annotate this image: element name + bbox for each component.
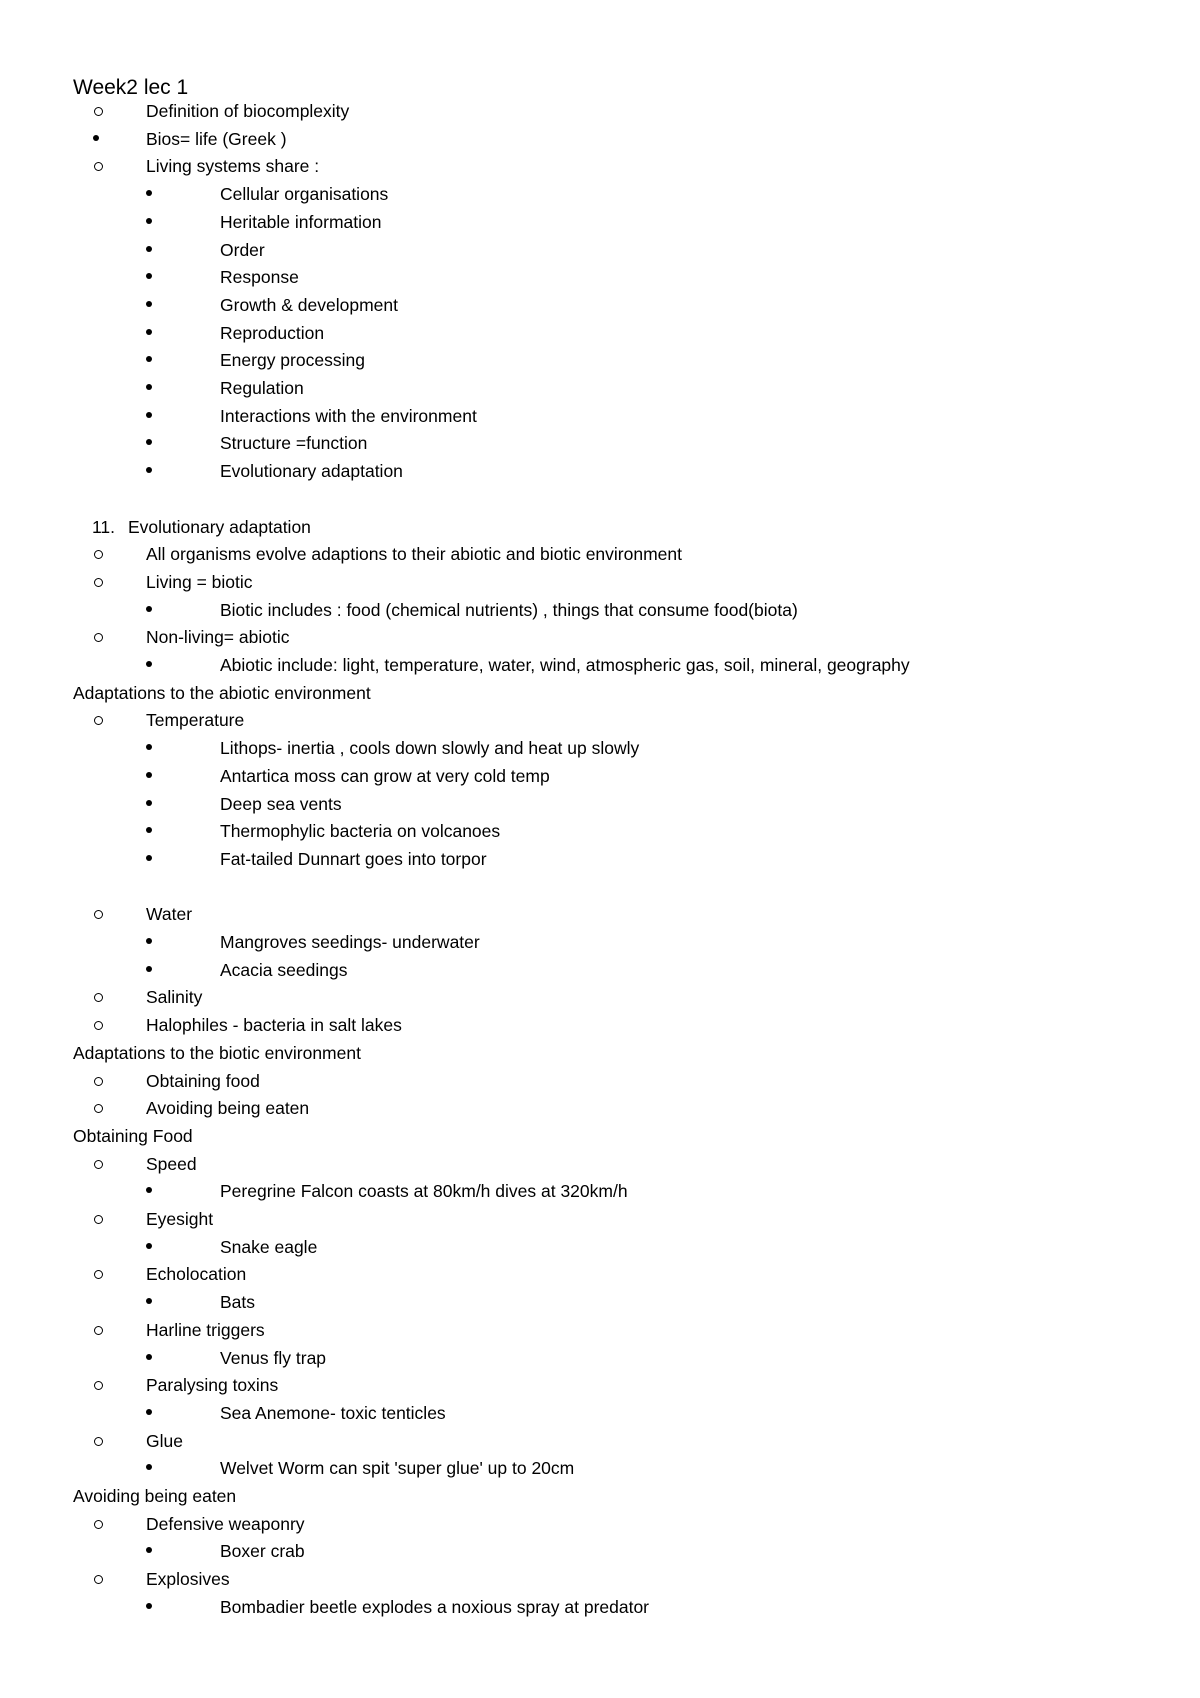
line-text: Obtaining food <box>146 1071 260 1091</box>
line-text: Reproduction <box>220 323 325 343</box>
list-item <box>0 984 1200 1010</box>
list-item <box>0 1234 1200 1260</box>
line-text: Evolutionary adaptation <box>220 461 403 481</box>
hollow-bullet-icon <box>94 910 103 919</box>
line-text: Avoiding being eaten <box>73 1486 237 1506</box>
list-item <box>0 1068 1200 1094</box>
line-text: Paralysing toxins <box>146 1375 279 1395</box>
line-text: Avoiding being eaten <box>146 1098 310 1118</box>
list-item <box>0 292 1200 318</box>
line-text: Adaptations to the abiotic environment <box>73 683 371 703</box>
list-number: 11. <box>92 517 116 537</box>
bullet-dot-icon <box>146 218 152 224</box>
bullet-dot-icon <box>146 273 152 279</box>
bullet-dot-icon <box>146 744 152 750</box>
line-text: Regulation <box>220 378 304 398</box>
bullet-dot-icon <box>146 301 152 307</box>
list-item <box>0 237 1200 263</box>
line-text: Echolocation <box>146 1264 247 1284</box>
line-text: Bios= life (Greek ) <box>146 129 287 149</box>
line-text: Evolutionary adaptation <box>128 517 311 537</box>
section-heading <box>0 1040 1200 1066</box>
list-item <box>0 1178 1200 1204</box>
line-text: Non-living= abiotic <box>146 627 290 647</box>
list-item <box>0 181 1200 207</box>
list-item <box>0 901 1200 927</box>
line-text: Bombadier beetle explodes a noxious spray at predator <box>220 1597 650 1617</box>
line-text: Abiotic include: light, temperature, water, wind, atmospheric gas, soil, mineral, geography <box>220 655 910 675</box>
bullet-dot-icon <box>146 855 152 861</box>
list-item <box>0 1428 1200 1454</box>
bullet-dot-icon <box>146 190 152 196</box>
line-text: Welvet Worm can spit 'super glue' up to 20cm <box>220 1458 575 1478</box>
list-item <box>0 1206 1200 1232</box>
list-item <box>0 541 1200 567</box>
line-text: Explosives <box>146 1569 230 1589</box>
line-text: Eyesight <box>146 1209 214 1229</box>
blank-line <box>0 486 1200 512</box>
line-text: Adaptations to the biotic environment <box>73 1043 361 1063</box>
list-item <box>0 1372 1200 1398</box>
hollow-bullet-icon <box>94 1520 103 1529</box>
hollow-bullet-icon <box>94 1021 103 1030</box>
line-text: Venus fly trap <box>220 1348 327 1368</box>
line-text: Snake eagle <box>220 1237 318 1257</box>
hollow-bullet-icon <box>94 633 103 642</box>
page-title: Week2 lec 1 <box>73 76 189 99</box>
line-text: Obtaining Food <box>73 1126 193 1146</box>
bullet-dot-icon <box>146 1464 152 1470</box>
list-item <box>0 1012 1200 1038</box>
list-item <box>0 957 1200 983</box>
line-text: Acacia seedings <box>220 960 348 980</box>
list-item <box>0 707 1200 733</box>
list-item <box>0 209 1200 235</box>
line-text: Response <box>220 267 299 287</box>
bullet-dot-icon <box>146 1603 152 1609</box>
bullet-dot-icon <box>146 938 152 944</box>
hollow-bullet-icon <box>94 1381 103 1390</box>
line-text: Glue <box>146 1431 183 1451</box>
list-item <box>0 153 1200 179</box>
bullet-dot-icon <box>146 329 152 335</box>
hollow-bullet-icon <box>94 1270 103 1279</box>
list-item <box>0 1151 1200 1177</box>
line-text: Structure =function <box>220 433 368 453</box>
line-text: Sea Anemone- toxic tenticles <box>220 1403 446 1423</box>
line-text: Bats <box>220 1292 256 1312</box>
list-item <box>0 929 1200 955</box>
bullet-dot-icon <box>146 772 152 778</box>
blank-line <box>0 874 1200 900</box>
hollow-bullet-icon <box>94 1215 103 1224</box>
bullet-dot-icon <box>146 467 152 473</box>
list-item <box>0 735 1200 761</box>
bullet-dot-icon <box>146 606 152 612</box>
line-text: Temperature <box>146 710 245 730</box>
list-item <box>0 1261 1200 1287</box>
bullet-dot-icon <box>146 1187 152 1193</box>
list-item <box>0 458 1200 484</box>
line-text: Energy processing <box>220 350 365 370</box>
line-text: Interactions with the environment <box>220 406 477 426</box>
list-item <box>0 818 1200 844</box>
bullet-dot-icon <box>146 384 152 390</box>
line-text: Antartica moss can grow at very cold temp <box>220 766 550 786</box>
line-text: Halophiles - bacteria in salt lakes <box>146 1015 402 1035</box>
list-item <box>0 597 1200 623</box>
list-item <box>0 347 1200 373</box>
hollow-bullet-icon <box>94 162 103 171</box>
list-item <box>0 1455 1200 1481</box>
hollow-bullet-icon <box>94 1104 103 1113</box>
bullet-dot-icon <box>146 800 152 806</box>
bullet-dot-icon <box>146 246 152 252</box>
line-text: Harline triggers <box>146 1320 265 1340</box>
line-text: Speed <box>146 1154 197 1174</box>
section-heading <box>0 1123 1200 1149</box>
list-item <box>0 569 1200 595</box>
hollow-bullet-icon <box>94 1326 103 1335</box>
line-text: Biotic includes : food (chemical nutrients) , things that consume food(biota) <box>220 600 798 620</box>
bullet-dot-icon <box>146 412 152 418</box>
list-item <box>0 1400 1200 1426</box>
list-item <box>0 652 1200 678</box>
line-text: Cellular organisations <box>220 184 389 204</box>
line-text: Growth & development <box>220 295 399 315</box>
line-text: Fat-tailed Dunnart goes into torpor <box>220 849 487 869</box>
list-item <box>0 126 1200 152</box>
line-text: Order <box>220 240 265 260</box>
list-item <box>0 846 1200 872</box>
line-text: Heritable information <box>220 212 382 232</box>
list-item <box>0 1594 1200 1620</box>
line-text: Defensive weaponry <box>146 1514 305 1534</box>
list-item <box>0 98 1200 124</box>
bullet-dot-icon <box>146 966 152 972</box>
list-item <box>0 1511 1200 1537</box>
list-item <box>0 1566 1200 1592</box>
hollow-bullet-icon <box>94 1575 103 1584</box>
line-text: Water <box>146 904 193 924</box>
bullet-dot-icon <box>146 1354 152 1360</box>
hollow-bullet-icon <box>94 1160 103 1169</box>
line-text: Living systems share : <box>146 156 320 176</box>
list-item <box>0 320 1200 346</box>
list-item <box>0 403 1200 429</box>
hollow-bullet-icon <box>94 550 103 559</box>
line-text: Lithops- inertia , cools down slowly and heat up slowly <box>220 738 640 758</box>
bullet-dot-icon <box>146 1409 152 1415</box>
hollow-bullet-icon <box>94 1437 103 1446</box>
section-heading <box>0 1483 1200 1509</box>
list-item <box>0 514 1200 540</box>
line-text: Definition of biocomplexity <box>146 101 350 121</box>
hollow-bullet-icon <box>94 1077 103 1086</box>
list-item <box>0 1095 1200 1121</box>
line-text: Thermophylic bacteria on volcanoes <box>220 821 501 841</box>
hollow-bullet-icon <box>94 716 103 725</box>
hollow-bullet-icon <box>94 993 103 1002</box>
list-item <box>0 1289 1200 1315</box>
hollow-bullet-icon <box>94 578 103 587</box>
list-item <box>0 430 1200 456</box>
bullet-dot-icon <box>146 1243 152 1249</box>
bullet-dot-icon <box>146 1298 152 1304</box>
list-item <box>0 1317 1200 1343</box>
line-text: All organisms evolve adaptions to their abiotic and biotic environment <box>146 544 682 564</box>
list-item <box>0 1538 1200 1564</box>
list-item <box>0 624 1200 650</box>
hollow-bullet-icon <box>94 107 103 116</box>
bullet-dot-icon <box>146 827 152 833</box>
line-text: Deep sea vents <box>220 794 342 814</box>
list-item <box>0 1345 1200 1371</box>
line-text: Peregrine Falcon coasts at 80km/h dives at 320km/h <box>220 1181 628 1201</box>
bullet-dot-icon <box>146 1547 152 1553</box>
bullet-dot-icon <box>146 356 152 362</box>
list-item <box>0 763 1200 789</box>
line-text: Living = biotic <box>146 572 253 592</box>
bullet-dot-icon <box>146 439 152 445</box>
line-text: Salinity <box>146 987 203 1007</box>
line-text: Boxer crab <box>220 1541 305 1561</box>
bullet-dot-icon <box>146 661 152 667</box>
list-item <box>0 791 1200 817</box>
line-text: Mangroves seedings- underwater <box>220 932 480 952</box>
list-item <box>0 264 1200 290</box>
list-item <box>0 375 1200 401</box>
section-heading <box>0 680 1200 706</box>
bullet-dot-icon <box>93 135 99 141</box>
